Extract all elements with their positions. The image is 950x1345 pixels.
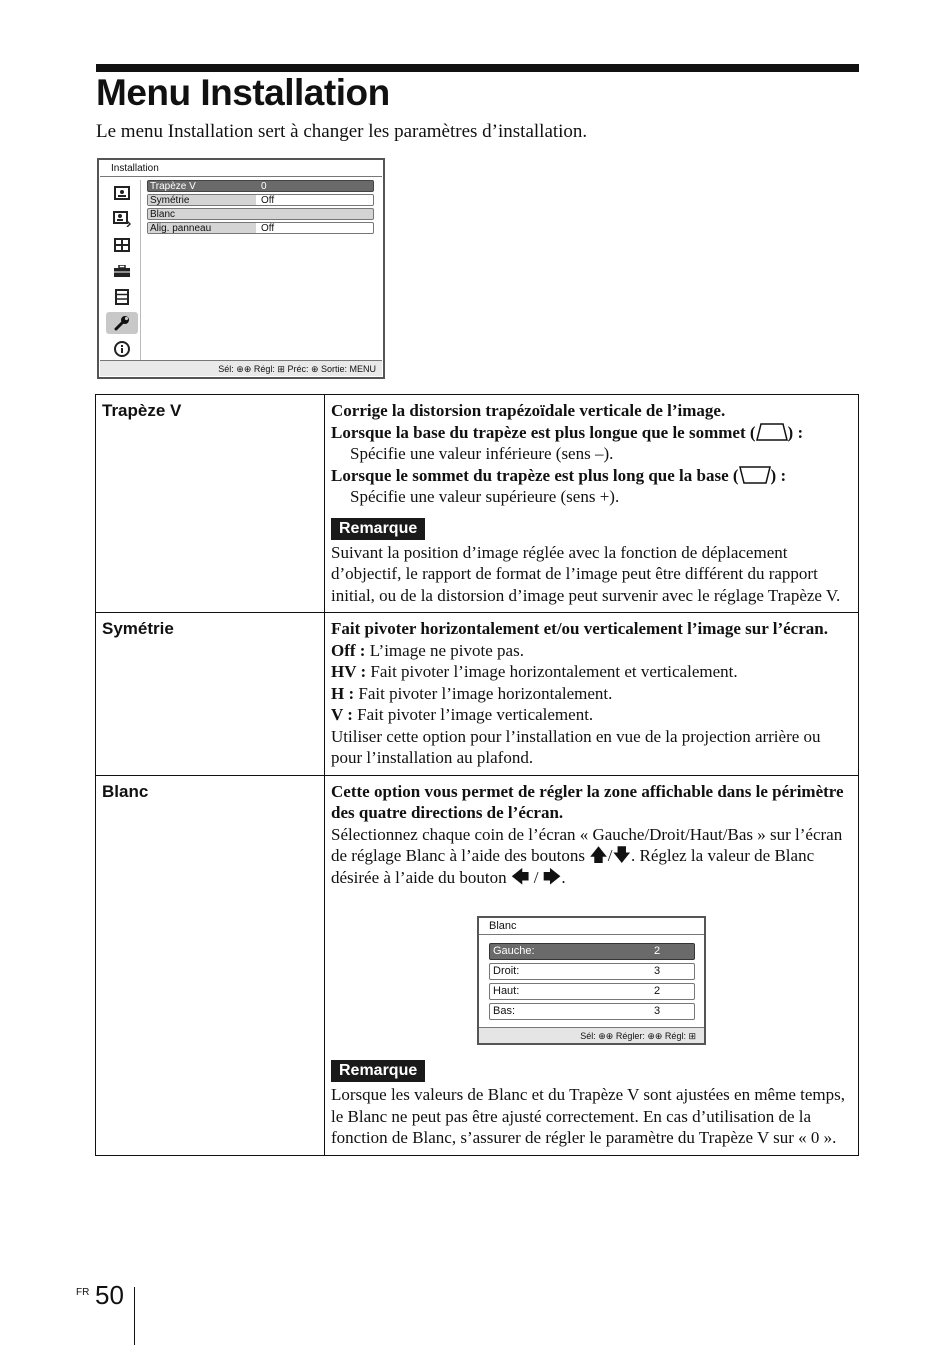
info-icon: [106, 338, 138, 360]
menu-title-divider: [100, 176, 382, 177]
option-text: Fait pivoter l’image horizontalement.: [354, 683, 613, 703]
trapeze-case1-end: ) :: [787, 422, 804, 442]
blanc-row-label: Haut:: [493, 985, 520, 997]
screen-icon: [106, 234, 138, 256]
blanc-row-label: Gauche:: [493, 945, 535, 957]
blanc-row-value: 3: [654, 1005, 661, 1017]
blanc-row-label: Droit:: [493, 965, 520, 977]
setting-name-symetrie: Symétrie: [96, 613, 325, 776]
blanc-row-bas: [489, 1003, 695, 1020]
option-key: HV :: [331, 662, 367, 681]
arrow-down-icon: 🡇: [612, 845, 631, 866]
option-text: Fait pivoter l’image horizontalement et verticalement.: [366, 662, 738, 681]
menu-row-value: 0: [261, 181, 267, 192]
settings-table: [95, 394, 859, 1156]
wrench-icon: [106, 312, 138, 334]
footer-rule: [134, 1287, 135, 1345]
blanc-screen-title: Blanc: [489, 920, 517, 932]
menu-row-value: Off: [261, 195, 275, 206]
menu-title: Installation: [111, 163, 159, 174]
menu-row-value: Off: [261, 223, 275, 234]
table-row-blanc: [96, 775, 859, 1155]
intro-text: Le menu Installation sert à changer les paramètres d’installation.: [96, 121, 588, 142]
menu-row-label: Blanc: [150, 209, 176, 220]
arrow-left-icon: 🡄: [510, 866, 530, 888]
setting-description-trapeze: [325, 395, 859, 613]
blanc-row-value: 2: [654, 985, 661, 997]
arrow-up-icon: 🡅: [589, 845, 608, 866]
language-code: FR: [76, 1287, 90, 1298]
slash: /: [533, 867, 539, 887]
menu-footer-hints: Sél: ⊕⊕ Régl: ⊞ Préc: ⊕ Sortie: MENU: [100, 360, 382, 376]
blanc-row-label: Bas:: [493, 1005, 516, 1017]
blanc-screen-divider: [479, 934, 704, 935]
table-row-trapeze: [96, 395, 859, 613]
option-key: H :: [331, 683, 355, 703]
trapezoid-wide-top-icon: [739, 466, 771, 484]
blanc-row-gauche: [489, 943, 695, 960]
blanc-row-haut: [489, 983, 695, 1000]
blanc-text-c: .: [561, 867, 566, 887]
blanc-text-b: . Réglez la valeur de Blanc désirée à l’aide du bouton: [331, 846, 815, 887]
menu-row-label: Trapèze V: [150, 181, 196, 192]
menu-row-symetrie: [147, 194, 374, 206]
symetrie-option-hv: [331, 661, 852, 683]
symetrie-option-h: [331, 683, 852, 705]
note-badge: Remarque: [331, 518, 425, 540]
menu-row-alig-panneau: [147, 222, 374, 234]
blanc-row-droit: [489, 963, 695, 980]
blanc-screen-screenshot: [477, 916, 706, 1045]
menu-row-blanc: [147, 208, 374, 220]
blanc-row-value: 2: [654, 945, 661, 957]
installation-menu-screenshot: [97, 158, 385, 379]
page-number: 50: [95, 1280, 124, 1310]
trapeze-heading: Corrige la distorsion trapézoïdale verticale de l’image.: [331, 401, 726, 420]
picture-adjust-icon: [106, 208, 138, 230]
trapeze-note: Suivant la position d’image réglée avec la fonction de déplacement d’objectif, le rapport de format de l’image peut être différent du rapport initial, ou de la distorsion d’image peut survenir avec le réglage Trapèze V.: [331, 542, 841, 605]
menu-icon-column: [102, 180, 141, 362]
blanc-heading: Cette option vous permet de régler la zone affichable dans le périmètre des quatre directions de l’écran.: [331, 781, 844, 822]
blanc-footer-hints: Sél: ⊕⊕ Régler: ⊕⊕ Régl: ⊞: [479, 1027, 704, 1043]
menu-row-label: Symétrie: [150, 195, 190, 206]
toolbox-icon: [106, 260, 138, 282]
trapeze-case2-end: ) :: [770, 465, 787, 485]
blanc-note: Lorsque les valeurs de Blanc et du Trapèze V sont ajustées en même temps, le Blanc ne peut pas être ajusté correctement. En cas d’utilisation de la fonction de Blanc, s’assurer de régler le paramètre du Trapèze V sur « 0 ».: [331, 1085, 845, 1147]
setting-name-blanc: Blanc: [96, 775, 325, 1155]
menu-row-trapeze: [147, 180, 374, 192]
slash: /: [607, 846, 613, 865]
page-title: Menu Installation: [96, 72, 390, 113]
symetrie-option-off: [331, 640, 852, 662]
setting-description-symetrie: [325, 613, 859, 776]
option-key: V :: [331, 705, 353, 724]
menu-row-label: Alig. panneau: [150, 223, 212, 234]
trapeze-case2: [331, 465, 852, 487]
setting-name-trapeze: Trapèze V: [96, 395, 325, 613]
setting-description-blanc: [325, 775, 859, 1155]
arrow-right-icon: 🡆: [542, 866, 562, 888]
trapeze-case1-text: Lorsque la base du trapèze est plus longue que le sommet (: [331, 422, 756, 442]
trapeze-case2-result: Spécifie une valeur supérieure (sens +).: [350, 487, 620, 506]
blanc-text-a: Sélectionnez chaque coin de l’écran « Gauche/Droit/Haut/Bas » sur l’écran de réglage Blanc à l’aide des boutons: [331, 824, 843, 865]
option-text: L’image ne pivote pas.: [365, 640, 524, 660]
trapeze-case1: [331, 422, 852, 444]
blanc-instructions: [331, 824, 852, 889]
option-text: Fait pivoter l’image verticalement.: [352, 705, 594, 724]
symetrie-usage: Utiliser cette option pour l’installation en vue de la projection arrière ou pour l’installation au plafond.: [331, 726, 821, 767]
option-key: Off :: [331, 640, 366, 660]
note-badge: Remarque: [331, 1060, 425, 1082]
symetrie-option-v: [331, 704, 852, 726]
header-rule: [96, 64, 859, 72]
list-icon: [106, 286, 138, 308]
blanc-row-value: 3: [654, 965, 661, 977]
trapezoid-wide-base-icon: [756, 423, 788, 441]
trapeze-case1-result: Spécifie une valeur inférieure (sens –).: [350, 444, 614, 463]
table-row-symetrie: [96, 613, 859, 776]
symetrie-heading: Fait pivoter horizontalement et/ou verticalement l’image sur l’écran.: [331, 619, 828, 638]
picture-icon: [106, 182, 138, 204]
trapeze-case2-text: Lorsque le sommet du trapèze est plus long que la base (: [331, 465, 739, 485]
